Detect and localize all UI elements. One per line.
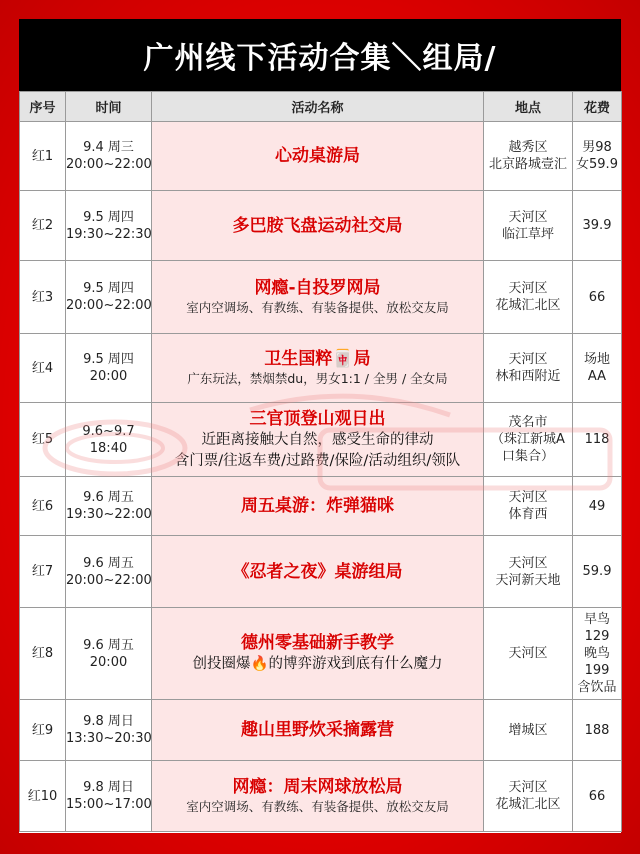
row-time (66, 700, 152, 761)
activity-title: 卫生国粹🀄局 (264, 349, 371, 369)
cell-line: 天河区 (508, 780, 548, 795)
cell-line: 20:00~22:00 (66, 298, 152, 313)
row-index: 红3 (20, 261, 66, 334)
header-cost: 花费 (573, 92, 622, 122)
events-table (19, 91, 622, 832)
cell-line: 15:00~17:00 (66, 797, 152, 812)
cell-line: 临江草坪 (501, 226, 554, 242)
cell-line: 18:40 (89, 440, 128, 456)
cell-line: 广东玩法，禁烟禁du，男女1:1 / 全男 / 全女局 (187, 371, 448, 386)
cell-line: AA (587, 369, 607, 384)
cell-line: 天河区 (508, 555, 548, 571)
table-row (20, 608, 622, 700)
activity-title: 《忍者之夜》桌游组局 (232, 561, 403, 582)
row-location (484, 122, 573, 191)
cell-line: 男98 (582, 140, 612, 155)
table-row (20, 761, 622, 832)
table-row (20, 403, 622, 477)
cell-line: 创投圈爆🔥的博弈游戏到底有什么魔力 (192, 656, 443, 672)
row-activity (152, 700, 484, 761)
table-row (20, 536, 622, 608)
row-cost (573, 403, 622, 477)
table-row (20, 477, 622, 536)
row-time (66, 261, 152, 334)
cell-line: 天河区 (508, 646, 548, 661)
cell-line: 59.9 (582, 564, 612, 579)
activity-title: 多巴胺飞盘运动社交局 (232, 215, 403, 236)
row-location (484, 477, 573, 536)
table-row (20, 191, 622, 261)
cell-line: 188 (584, 722, 610, 738)
row-time (66, 334, 152, 403)
cell-line: 9.5 周四 (83, 352, 134, 367)
cell-line: 20:00~22:00 (66, 572, 152, 588)
cell-line: 场地 (583, 352, 610, 367)
row-location (484, 261, 573, 334)
row-location (484, 403, 573, 477)
cell-line: 129 (584, 629, 610, 644)
cell-line: 20:00 (89, 369, 128, 384)
cell-line: 9.6 周五 (83, 555, 134, 571)
row-index: 红2 (20, 191, 66, 261)
row-cost (573, 261, 622, 334)
activity-title: 三官顶登山观日出 (249, 408, 386, 429)
row-location (484, 608, 573, 700)
cell-line: 近距离接触大自然，感受生命的律动 (201, 431, 434, 448)
cell-line: 199 (584, 663, 610, 678)
activity-title: 德州零基础新手教学 (241, 633, 394, 653)
cell-line: 天河区 (508, 209, 548, 225)
header-time: 时间 (66, 92, 152, 122)
row-activity (152, 608, 484, 700)
activity-title: 趣山里野炊采摘露营 (241, 720, 394, 740)
row-cost (573, 608, 622, 700)
row-activity (152, 403, 484, 477)
activity-title: 心动桌游局 (275, 146, 360, 166)
cell-line: 20:00~22:00 (66, 157, 152, 172)
cell-line: 66 (588, 788, 606, 804)
cell-line: 晚鸟 (583, 646, 610, 661)
cell-line: 天河新天地 (495, 572, 561, 588)
table-row (20, 261, 622, 334)
cell-line: 9.8 周日 (83, 780, 134, 795)
activity-title: 网瘾-自投罗网局 (254, 278, 381, 298)
table-row (20, 334, 622, 403)
cell-line: 口集合） (501, 449, 554, 464)
table-row (20, 122, 622, 191)
row-index: 红9 (20, 700, 66, 761)
cell-line: 茂名市 (508, 415, 548, 430)
cell-line: 增城区 (508, 722, 548, 738)
row-activity (152, 261, 484, 334)
cell-line: 体育西 (508, 507, 548, 522)
row-activity (152, 122, 484, 191)
row-index: 红6 (20, 477, 66, 536)
cell-line: 49 (588, 498, 606, 514)
row-index: 红4 (20, 334, 66, 403)
row-time (66, 191, 152, 261)
cell-line: 林和西附近 (495, 369, 561, 384)
cell-line: 9.6 周五 (83, 490, 134, 505)
cell-line: 9.8 周日 (83, 714, 134, 729)
row-location (484, 334, 573, 403)
cell-line: 9.6~9.7 (82, 423, 135, 439)
row-time (66, 403, 152, 477)
row-cost (573, 536, 622, 608)
cell-line: 19:30~22:30 (66, 226, 152, 242)
row-activity (152, 334, 484, 403)
row-index: 红10 (20, 761, 66, 832)
event-sheet (19, 19, 621, 833)
row-index: 红7 (20, 536, 66, 608)
cell-line: 越秀区 (508, 140, 548, 155)
header-activity-name: 活动名称 (152, 92, 484, 122)
cell-line: 19:30~22:00 (66, 507, 152, 522)
cell-line: 早鸟 (583, 612, 610, 627)
cell-line: 花城汇北区 (495, 797, 561, 812)
row-cost (573, 700, 622, 761)
row-cost (573, 761, 622, 832)
row-time (66, 761, 152, 832)
row-time (66, 477, 152, 536)
cell-line: 20:00 (89, 654, 128, 670)
cell-line: 北京路城壹汇 (488, 157, 567, 172)
cell-line: 9.5 周四 (83, 281, 134, 296)
row-cost (573, 334, 622, 403)
cell-line: 9.5 周四 (83, 209, 134, 225)
row-index: 红8 (20, 608, 66, 700)
row-time (66, 536, 152, 608)
row-location (484, 761, 573, 832)
cell-line: 天河区 (508, 490, 548, 505)
table-row (20, 700, 622, 761)
cell-line: 女59.9 (576, 157, 618, 172)
row-cost (573, 191, 622, 261)
cell-line: 66 (588, 289, 606, 305)
cell-line: 天河区 (508, 352, 548, 367)
row-activity (152, 536, 484, 608)
row-time (66, 122, 152, 191)
row-activity (152, 191, 484, 261)
row-location (484, 536, 573, 608)
cell-line: 室内空调场、有教练、有装备提供、放松交友局 (186, 300, 449, 315)
header-location: 地点 (484, 92, 573, 122)
activity-title: 周五桌游：炸弹猫咪 (241, 496, 394, 516)
cell-line: 天河区 (508, 281, 548, 296)
row-activity (152, 477, 484, 536)
row-time (66, 608, 152, 700)
cell-line: 9.4 周三 (83, 140, 134, 155)
cell-line: 花城汇北区 (495, 298, 561, 313)
cell-line: （珠江新城A (491, 432, 565, 447)
header-index: 序号 (20, 92, 66, 122)
cell-line: 室内空调场、有教练、有装备提供、放松交友局 (186, 799, 449, 814)
table-header-row (20, 92, 622, 122)
row-index: 红1 (20, 122, 66, 191)
row-activity (152, 761, 484, 832)
page-title: 广州线下活动合集＼组局/ (19, 19, 621, 91)
cell-line: 含门票/往返车费/过路费/保险/活动组织/领队 (174, 452, 461, 469)
row-location (484, 700, 573, 761)
cell-line: 118 (584, 432, 610, 447)
activity-title: 网瘾：周末网球放松局 (232, 777, 403, 797)
row-cost (573, 122, 622, 191)
cell-line: 含饮品 (577, 680, 617, 695)
row-cost (573, 477, 622, 536)
row-index: 红5 (20, 403, 66, 477)
cell-line: 39.9 (582, 218, 612, 233)
cell-line: 13:30~20:30 (66, 731, 152, 746)
cell-line: 9.6 周五 (83, 637, 134, 653)
row-location (484, 191, 573, 261)
